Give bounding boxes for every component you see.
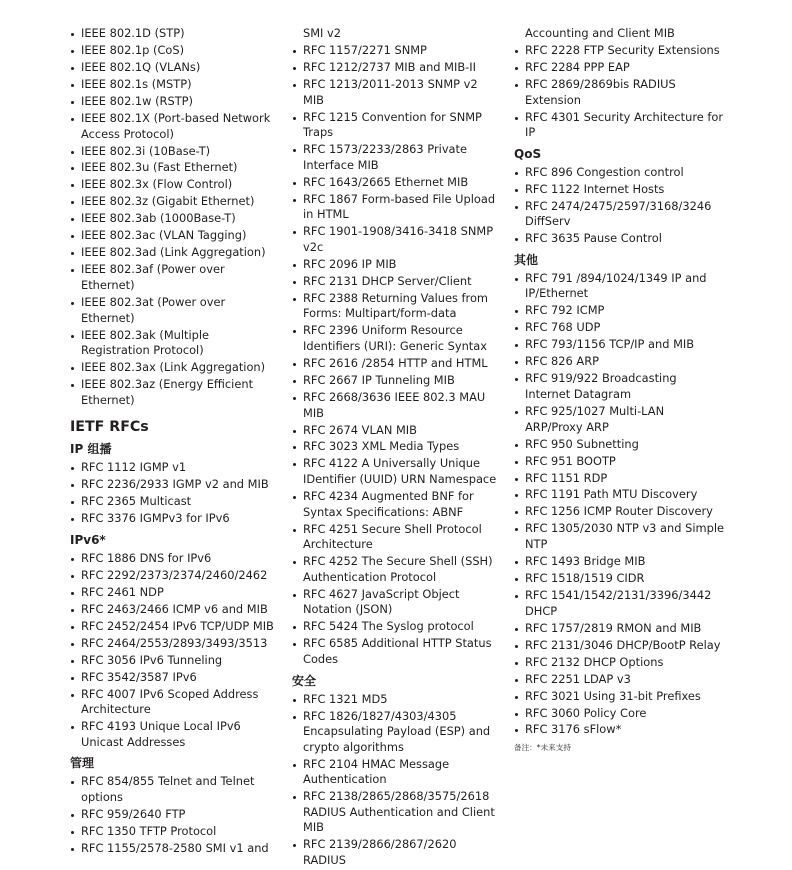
list-item: RFC 2131/3046 DHCP/BootP Relay [514,638,724,654]
list-item: RFC 4193 Unique Local IPv6 Unicast Addresses [70,719,276,750]
qos-heading: QoS [514,146,542,161]
list-item: RFC 2131 DHCP Server/Client [292,274,502,290]
list-item: RFC 896 Congestion control [514,165,724,181]
column-1 [70,26,276,858]
list-item: IEEE 802.1w (RSTP) [70,94,276,110]
security-heading: 安全 [292,673,317,688]
list-item: RFC 2284 PPP EAP [514,60,724,76]
list-item: RFC 925/1027 Multi-LAN ARP/Proxy ARP [514,404,724,435]
qos-list [514,165,724,247]
list-item-continuation: SMI v2 [303,26,342,40]
list-item: RFC 3056 IPv6 Tunneling [70,653,276,669]
footnote: 备注：*未来支持 [514,743,571,753]
list-item: RFC 2132 DHCP Options [514,655,724,671]
list-item: RFC 2463/2466 ICMP v6 and MIB [70,602,276,618]
list-item: RFC 2138/2865/2868/3575/2618 RADIUS Authentication and Client MIB [292,789,502,836]
list-item: RFC 1212/2737 MIB and MIB-II [292,60,502,76]
list-item: RFC 3176 sFlow* [514,722,724,738]
list-item: RFC 2236/2933 IGMP v2 and MIB [70,477,276,493]
list-item: RFC 3376 IGMPv3 for IPv6 [70,511,276,527]
list-item: RFC 2396 Uniform Resource Identifiers (URI): Generic Syntax [292,323,502,354]
list-item: RFC 4252 The Secure Shell (SSH) Authentication Protocol [292,554,502,585]
list-item: RFC 1757/2819 RMON and MIB [514,621,724,637]
list-item: IEEE 802.3ab (1000Base-T) [70,211,276,227]
ipv6-list [70,551,276,751]
list-item: RFC 3023 XML Media Types [292,439,502,455]
security-list [292,692,502,869]
list-item: RFC 2667 IP Tunneling MIB [292,373,502,389]
management-list-continued [292,26,502,42]
list-item: RFC 2674 VLAN MIB [292,423,502,439]
list-item: RFC 4234 Augmented BNF for Syntax Specifications: ABNF [292,489,502,520]
management-list [70,774,276,856]
list-item: RFC 959/2640 FTP [70,807,276,823]
ip-multicast-list [70,460,276,527]
list-item: RFC 2461 NDP [70,585,276,601]
list-item: RFC 2474/2475/2597/3168/3246 DiffServ [514,199,724,230]
other-heading: 其他 [514,252,539,267]
list-item-continuation: Accounting and Client MIB [525,26,675,40]
list-item: RFC 2104 HMAC Message Authentication [292,757,502,788]
list-item: RFC 3542/3587 IPv6 [70,670,276,686]
list-item: IEEE 802.3u (Fast Ethernet) [70,160,276,176]
list-item: IEEE 802.3ac (VLAN Tagging) [70,228,276,244]
list-item: RFC 1215 Convention for SNMP Traps [292,110,502,141]
list-item: RFC 2139/2866/2867/2620 RADIUS [292,837,502,868]
list-item: RFC 1112 IGMP v1 [70,460,276,476]
security-list-continued [514,26,724,42]
list-item: RFC 2292/2373/2374/2460/2462 [70,568,276,584]
list-item: RFC 1518/1519 CIDR [514,571,724,587]
list-item: RFC 1573/2233/2863 Private Interface MIB [292,142,502,173]
list-item: RFC 4251 Secure Shell Protocol Architecture [292,522,502,553]
list-item: RFC 2869/2869bis RADIUS Extension [514,77,724,108]
list-item: RFC 2668/3636 IEEE 802.3 MAU MIB [292,390,502,421]
list-item: RFC 2388 Returning Values from Forms: Multipart/form-data [292,291,502,322]
list-item: RFC 1321 MD5 [292,692,502,708]
list-item: RFC 854/855 Telnet and Telnet options [70,774,276,805]
list-item: RFC 826 ARP [514,354,724,370]
list-item: IEEE 802.3ad (Link Aggregation) [70,245,276,261]
list-item: RFC 1886 DNS for IPv6 [70,551,276,567]
list-item: RFC 1256 ICMP Router Discovery [514,504,724,520]
list-item: RFC 919/922 Broadcasting Internet Datagram [514,371,724,402]
list-item: RFC 1901-1908/3416-3418 SNMP v2c [292,224,502,255]
list-item: IEEE 802.1Q (VLANs) [70,60,276,76]
list-item: IEEE 802.3i (10Base-T) [70,144,276,160]
list-item: RFC 2464/2553/2893/3493/3513 [70,636,276,652]
list-item: RFC 768 UDP [514,320,724,336]
list-item: RFC 1157/2271 SNMP [292,43,502,59]
list-item: RFC 2228 FTP Security Extensions [514,43,724,59]
list-item: RFC 1213/2011-2013 SNMP v2 MIB [292,77,502,108]
list-item: IEEE 802.3z (Gigabit Ethernet) [70,194,276,210]
list-item: RFC 3021 Using 31-bit Prefixes [514,689,724,705]
column-3 [514,26,724,753]
list-item: RFC 1541/1542/2131/3396/3442 DHCP [514,588,724,619]
security-list-2 [514,43,724,141]
list-item: IEEE 802.3af (Power over Ethernet) [70,262,276,293]
list-item: RFC 1867 Form-based File Upload in HTML [292,192,502,223]
list-item: RFC 6585 Additional HTTP Status Codes [292,636,502,667]
list-item: IEEE 802.1p (CoS) [70,43,276,59]
list-item: RFC 2452/2454 IPv6 TCP/UDP MIB [70,619,276,635]
other-list [514,271,724,738]
list-item: RFC 1151 RDP [514,471,724,487]
list-item: RFC 1155/2578-2580 SMI v1 and [70,841,276,857]
list-item: IEEE 802.3ax (Link Aggregation) [70,360,276,376]
list-item: RFC 1826/1827/4303/4305 Encapsulating Payload (ESP) and crypto algorithms [292,709,502,756]
list-item: IEEE 802.1s (MSTP) [70,77,276,93]
list-item: RFC 2365 Multicast [70,494,276,510]
list-item: RFC 2616 /2854 HTTP and HTML [292,356,502,372]
column-2 [292,26,502,870]
list-item: RFC 4301 Security Architecture for IP [514,110,724,141]
list-item: RFC 793/1156 TCP/IP and MIB [514,337,724,353]
list-item: RFC 5424 The Syslog protocol [292,619,502,635]
list-item: RFC 3635 Pause Control [514,231,724,247]
ieee-standards-list [70,26,276,408]
list-item: IEEE 802.3x (Flow Control) [70,177,276,193]
list-item: IEEE 802.3at (Power over Ethernet) [70,295,276,326]
ipv6-heading: IPv6* [70,532,106,547]
management-heading: 管理 [70,756,95,771]
list-item: RFC 2251 LDAP v3 [514,672,724,688]
list-item: IEEE 802.1D (STP) [70,26,276,42]
list-item: RFC 1350 TFTP Protocol [70,824,276,840]
list-item: RFC 791 /894/1024/1349 IP and IP/Ethernet [514,271,724,302]
list-item: IEEE 802.3az (Energy Efficient Ethernet) [70,377,276,408]
list-item: RFC 4627 JavaScript Object Notation (JSON) [292,587,502,618]
list-item: RFC 1122 Internet Hosts [514,182,724,198]
list-item: IEEE 802.3ak (Multiple Registration Protocol) [70,328,276,359]
list-item: RFC 950 Subnetting [514,437,724,453]
list-item: RFC 1643/2665 Ethernet MIB [292,175,502,191]
ietf-rfcs-heading: IETF RFCs [70,419,149,436]
list-item: IEEE 802.1X (Port-based Network Access Protocol) [70,111,276,142]
management-list-2 [292,43,502,668]
list-item: RFC 1305/2030 NTP v3 and Simple NTP [514,521,724,552]
list-item: RFC 792 ICMP [514,303,724,319]
list-item: RFC 951 BOOTP [514,454,724,470]
list-item: RFC 1493 Bridge MIB [514,554,724,570]
ip-multicast-heading: IP 组播 [70,442,112,457]
list-item: RFC 4007 IPv6 Scoped Address Architecture [70,687,276,718]
list-item: RFC 4122 A Universally Unique IDentifier (UUID) URN Namespace [292,456,502,487]
list-item: RFC 2096 IP MIB [292,257,502,273]
list-item: RFC 3060 Policy Core [514,706,724,722]
list-item: RFC 1191 Path MTU Discovery [514,487,724,503]
